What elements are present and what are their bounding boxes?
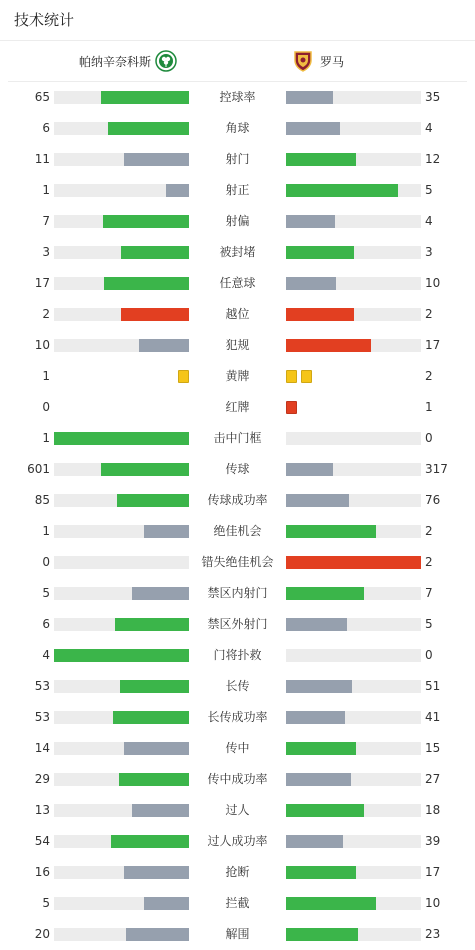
home-stat-value: 5 bbox=[42, 586, 50, 600]
home-stat-value: 11 bbox=[34, 152, 50, 166]
away-stat-bar bbox=[286, 153, 421, 166]
away-stat-bar-fill bbox=[286, 618, 347, 631]
home-stat-bar bbox=[54, 711, 189, 724]
away-stat-value: 3 bbox=[425, 245, 433, 259]
home-stat-bar bbox=[54, 835, 189, 848]
home-stat-bar-fill bbox=[103, 215, 189, 228]
stat-row bbox=[0, 175, 475, 206]
yellow-card-icon bbox=[178, 370, 189, 383]
stat-row bbox=[0, 795, 475, 826]
home-stat-value: 65 bbox=[34, 90, 50, 104]
home-stat-value: 6 bbox=[42, 617, 50, 631]
home-stat-bar-fill bbox=[121, 308, 189, 321]
home-stat-bar-fill bbox=[111, 835, 189, 848]
away-stat-bar-fill bbox=[286, 525, 376, 538]
home-stat-bar bbox=[54, 525, 189, 538]
stat-row bbox=[0, 206, 475, 237]
stat-row bbox=[0, 733, 475, 764]
away-stat-value: 35 bbox=[425, 90, 441, 104]
stat-label: 红牌 bbox=[225, 400, 250, 414]
away-stat-value: 2 bbox=[425, 524, 433, 538]
away-stat-bar bbox=[286, 494, 421, 507]
stat-label: 越位 bbox=[225, 307, 250, 321]
home-stat-bar bbox=[54, 122, 189, 135]
stat-row bbox=[0, 764, 475, 795]
home-stat-bar bbox=[54, 246, 189, 259]
away-stat-bar-fill bbox=[286, 742, 356, 755]
home-stat-bar-fill bbox=[54, 432, 189, 445]
stat-label: 过人成功率 bbox=[207, 834, 268, 848]
away-stat-bar-fill bbox=[286, 587, 364, 600]
away-stat-bar bbox=[286, 680, 421, 693]
home-stat-value: 54 bbox=[34, 834, 50, 848]
home-stat-bar bbox=[54, 463, 189, 476]
stat-label: 过人 bbox=[225, 803, 250, 817]
stat-label: 传中 bbox=[225, 741, 250, 755]
away-team-name: 罗马 bbox=[320, 54, 345, 69]
away-stat-bar bbox=[286, 91, 421, 104]
away-stat-bar bbox=[286, 184, 421, 197]
home-stat-bar-fill bbox=[124, 866, 189, 879]
away-stat-bar-fill bbox=[286, 897, 376, 910]
home-stat-bar bbox=[54, 494, 189, 507]
yellow-card-icon bbox=[286, 370, 297, 383]
stat-label: 射偏 bbox=[225, 214, 250, 228]
away-stat-value: 5 bbox=[425, 617, 433, 631]
home-stat-value: 53 bbox=[34, 710, 50, 724]
away-stat-value: 76 bbox=[425, 493, 441, 507]
stat-row bbox=[0, 888, 475, 919]
stat-label: 错失绝佳机会 bbox=[201, 555, 274, 569]
away-stat-bar-fill bbox=[286, 184, 398, 197]
away-stat-bar-fill bbox=[286, 153, 356, 166]
stat-label: 控球率 bbox=[219, 90, 256, 104]
away-stat-value: 17 bbox=[425, 338, 441, 352]
away-stat-bar bbox=[286, 649, 421, 662]
away-stat-bar bbox=[286, 866, 421, 879]
stat-row bbox=[0, 237, 475, 268]
stat-row bbox=[0, 423, 475, 454]
stat-label: 击中门框 bbox=[213, 431, 262, 445]
away-stat-bar-fill bbox=[286, 339, 371, 352]
home-stat-bar-fill bbox=[132, 587, 189, 600]
stat-label: 角球 bbox=[225, 121, 250, 135]
panathinaikos-crest-icon bbox=[155, 50, 177, 72]
away-stat-bar-fill bbox=[286, 91, 333, 104]
stat-row bbox=[0, 578, 475, 609]
away-stat-bar bbox=[286, 711, 421, 724]
home-stat-value: 1 bbox=[42, 183, 50, 197]
away-stat-bar-fill bbox=[286, 773, 351, 786]
home-stat-bar-fill bbox=[132, 804, 189, 817]
away-stat-value: 18 bbox=[425, 803, 441, 817]
home-stat-bar bbox=[54, 339, 189, 352]
stat-label: 任意球 bbox=[219, 276, 256, 290]
away-stat-value: 23 bbox=[425, 927, 441, 941]
away-stat-value: 317 bbox=[425, 462, 448, 476]
stat-row bbox=[0, 113, 475, 144]
home-stat-bar bbox=[54, 680, 189, 693]
stat-row bbox=[0, 919, 475, 950]
away-stat-bar bbox=[286, 525, 421, 538]
away-stat-bar bbox=[286, 618, 421, 631]
away-stat-value: 1 bbox=[425, 400, 433, 414]
home-stat-value: 3 bbox=[42, 245, 50, 259]
away-stat-bar bbox=[286, 339, 421, 352]
stats-list bbox=[0, 82, 475, 950]
away-stat-value: 2 bbox=[425, 369, 433, 383]
stat-label: 门将扑救 bbox=[213, 648, 262, 662]
home-stat-bar bbox=[54, 277, 189, 290]
home-stat-bar-fill bbox=[117, 494, 189, 507]
away-stat-bar-fill bbox=[286, 866, 356, 879]
home-stat-bar bbox=[54, 153, 189, 166]
away-stat-value: 17 bbox=[425, 865, 441, 879]
stat-label: 射门 bbox=[225, 152, 250, 166]
stat-label: 抢断 bbox=[225, 865, 250, 879]
away-stat-bar bbox=[286, 897, 421, 910]
stat-row bbox=[0, 392, 475, 423]
home-stat-value: 4 bbox=[42, 648, 50, 662]
away-stat-bar-fill bbox=[286, 556, 421, 569]
stat-row bbox=[0, 361, 475, 392]
home-stat-bar-fill bbox=[121, 246, 189, 259]
away-stat-value: 10 bbox=[425, 276, 441, 290]
home-stat-bar-fill bbox=[101, 91, 189, 104]
away-stat-value: 39 bbox=[425, 834, 441, 848]
stat-row bbox=[0, 299, 475, 330]
away-stat-value: 2 bbox=[425, 555, 433, 569]
home-stat-bar-fill bbox=[166, 184, 189, 197]
home-stat-value: 20 bbox=[34, 927, 50, 941]
stat-label: 黄牌 bbox=[225, 369, 250, 383]
stat-row bbox=[0, 547, 475, 578]
home-stat-value: 6 bbox=[42, 121, 50, 135]
home-stat-bar-fill bbox=[119, 773, 189, 786]
away-stat-bar-fill bbox=[286, 215, 335, 228]
home-team-name: 帕纳辛奈科斯 bbox=[78, 54, 151, 69]
home-stat-bar-fill bbox=[126, 928, 189, 941]
home-stat-bar bbox=[54, 215, 189, 228]
stat-row bbox=[0, 330, 475, 361]
away-stat-bar bbox=[286, 773, 421, 786]
home-stat-value: 7 bbox=[42, 214, 50, 228]
stat-row bbox=[0, 702, 475, 733]
home-stat-value: 0 bbox=[42, 400, 50, 414]
away-stat-value: 12 bbox=[425, 152, 441, 166]
stat-label: 射正 bbox=[225, 183, 250, 197]
home-stat-value: 5 bbox=[42, 896, 50, 910]
home-stat-bar bbox=[54, 897, 189, 910]
away-stat-value: 7 bbox=[425, 586, 433, 600]
away-stat-bar-fill bbox=[286, 308, 354, 321]
away-stat-bar-fill bbox=[286, 463, 333, 476]
home-stat-value: 1 bbox=[42, 431, 50, 445]
home-stat-bar bbox=[54, 928, 189, 941]
stat-row bbox=[0, 640, 475, 671]
away-stat-value: 51 bbox=[425, 679, 441, 693]
stat-row bbox=[0, 609, 475, 640]
home-stat-bar bbox=[54, 866, 189, 879]
away-stat-bar-fill bbox=[286, 277, 336, 290]
home-team[interactable] bbox=[79, 41, 177, 81]
teams-header bbox=[8, 41, 467, 82]
away-team[interactable] bbox=[292, 41, 344, 81]
home-stat-bar-fill bbox=[120, 680, 189, 693]
stat-row bbox=[0, 857, 475, 888]
away-stat-bar bbox=[286, 804, 421, 817]
away-stat-value: 0 bbox=[425, 648, 433, 662]
home-stat-bar-fill bbox=[113, 711, 189, 724]
away-stat-bar-fill bbox=[286, 680, 352, 693]
home-stat-bar-fill bbox=[115, 618, 189, 631]
home-stat-bar bbox=[54, 773, 189, 786]
home-stat-bar bbox=[54, 742, 189, 755]
home-stat-bar bbox=[54, 804, 189, 817]
away-stat-bar bbox=[286, 928, 421, 941]
stat-label: 传中成功率 bbox=[207, 772, 268, 786]
stat-label: 解围 bbox=[225, 927, 250, 941]
home-stat-value: 10 bbox=[34, 338, 50, 352]
stat-label: 长传 bbox=[225, 679, 250, 693]
home-stat-value: 17 bbox=[34, 276, 50, 290]
away-stat-bar-fill bbox=[286, 928, 358, 941]
away-stat-value: 15 bbox=[425, 741, 441, 755]
away-stat-value: 4 bbox=[425, 121, 433, 135]
home-stat-bar-fill bbox=[144, 525, 189, 538]
stat-row bbox=[0, 144, 475, 175]
stat-row bbox=[0, 485, 475, 516]
page-title: 技术统计 bbox=[0, 0, 475, 41]
stat-row bbox=[0, 826, 475, 857]
home-stat-bar-fill bbox=[124, 153, 189, 166]
home-stat-bar-fill bbox=[101, 463, 189, 476]
away-stat-bar bbox=[286, 122, 421, 135]
away-stat-bar-fill bbox=[286, 835, 343, 848]
home-stat-bar-fill bbox=[104, 277, 189, 290]
home-stat-value: 1 bbox=[42, 524, 50, 538]
stat-label: 传球 bbox=[225, 462, 250, 476]
home-stat-bar bbox=[54, 91, 189, 104]
stat-row bbox=[0, 516, 475, 547]
home-stat-bar-fill bbox=[54, 649, 189, 662]
stat-label: 长传成功率 bbox=[207, 710, 268, 724]
stat-row bbox=[0, 82, 475, 113]
away-cards bbox=[286, 401, 297, 414]
home-stat-bar bbox=[54, 184, 189, 197]
home-stat-value: 0 bbox=[42, 555, 50, 569]
home-stat-value: 13 bbox=[34, 803, 50, 817]
stat-label: 绝佳机会 bbox=[213, 524, 262, 538]
away-stat-bar bbox=[286, 246, 421, 259]
away-stat-value: 41 bbox=[425, 710, 441, 724]
away-cards bbox=[286, 370, 312, 383]
home-stat-value: 14 bbox=[34, 741, 50, 755]
yellow-card-icon bbox=[301, 370, 312, 383]
home-stat-value: 85 bbox=[34, 493, 50, 507]
stat-label: 拦截 bbox=[225, 896, 250, 910]
away-stat-bar bbox=[286, 742, 421, 755]
away-stat-bar bbox=[286, 556, 421, 569]
home-stat-value: 1 bbox=[42, 369, 50, 383]
away-stat-bar-fill bbox=[286, 711, 345, 724]
away-stat-value: 4 bbox=[425, 214, 433, 228]
home-stat-value: 53 bbox=[34, 679, 50, 693]
away-stat-bar bbox=[286, 432, 421, 445]
home-stat-value: 2 bbox=[42, 307, 50, 321]
home-cards bbox=[178, 370, 189, 383]
stat-label: 犯规 bbox=[225, 338, 250, 352]
stat-row bbox=[0, 671, 475, 702]
home-stat-value: 601 bbox=[27, 462, 50, 476]
away-stat-bar bbox=[286, 835, 421, 848]
away-stat-bar bbox=[286, 215, 421, 228]
away-stat-value: 5 bbox=[425, 183, 433, 197]
home-stat-bar-fill bbox=[124, 742, 189, 755]
red-card-icon bbox=[286, 401, 297, 414]
home-stat-bar bbox=[54, 432, 189, 445]
away-stat-bar bbox=[286, 463, 421, 476]
home-stat-bar-fill bbox=[144, 897, 189, 910]
away-stat-bar bbox=[286, 277, 421, 290]
stat-row bbox=[0, 268, 475, 299]
away-stat-value: 0 bbox=[425, 431, 433, 445]
away-stat-value: 2 bbox=[425, 307, 433, 321]
home-stat-bar bbox=[54, 618, 189, 631]
stat-label: 禁区外射门 bbox=[207, 617, 268, 631]
stat-row bbox=[0, 454, 475, 485]
away-stat-bar-fill bbox=[286, 804, 364, 817]
away-stat-bar bbox=[286, 308, 421, 321]
away-stat-bar-fill bbox=[286, 122, 340, 135]
away-stat-value: 10 bbox=[425, 896, 441, 910]
stat-label: 被封堵 bbox=[219, 245, 256, 259]
home-stat-value: 29 bbox=[34, 772, 50, 786]
stat-label: 传球成功率 bbox=[207, 493, 268, 507]
away-stat-bar bbox=[286, 587, 421, 600]
stat-label: 禁区内射门 bbox=[207, 586, 268, 600]
away-stat-value: 27 bbox=[425, 772, 441, 786]
home-stat-bar bbox=[54, 587, 189, 600]
home-stat-bar bbox=[54, 556, 189, 569]
home-stat-bar bbox=[54, 308, 189, 321]
home-stat-bar-fill bbox=[139, 339, 189, 352]
roma-crest-icon bbox=[292, 50, 314, 72]
away-stat-bar-fill bbox=[286, 494, 349, 507]
home-stat-bar bbox=[54, 649, 189, 662]
home-stat-bar-fill bbox=[108, 122, 189, 135]
away-stat-bar-fill bbox=[286, 246, 354, 259]
home-stat-value: 16 bbox=[34, 865, 50, 879]
